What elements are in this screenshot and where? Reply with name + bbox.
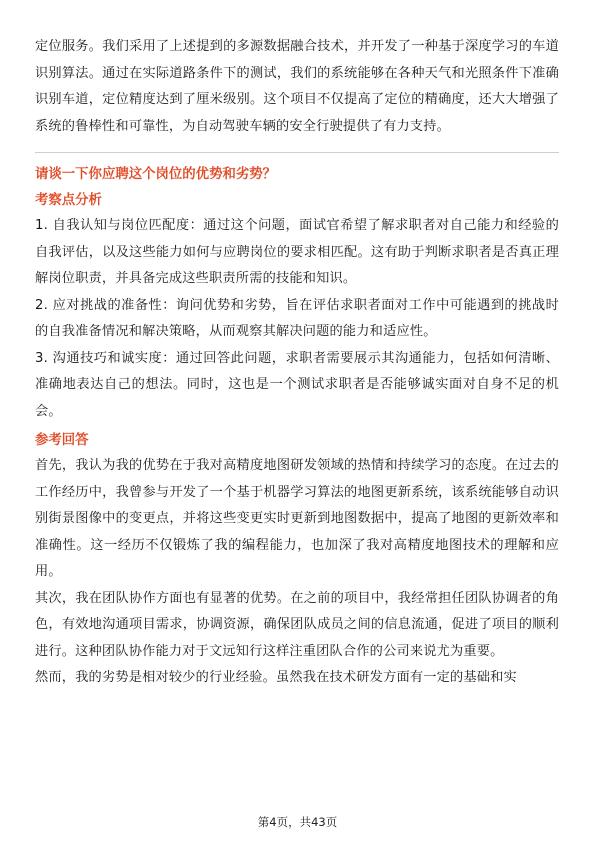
- answer-paragraph: 然而，我的劣势是相对较少的行业经验。虽然我在技术研发方面有一定的基础和实: [35, 670, 517, 685]
- answer-paragraph: 首先，我认为我的优势在于我对高精度地图研发领域的热情和持续学习的态度。在过去的工作经历中，我曾参与开发了一个基于机器学习算法的地图更新系统，该系统能够自动识别街景图像中的变更点，并将这些变更实时更新到地图数据中，提高了地图的更新效率和准确性。这一经历不仅锻炼了我的编程能力，也加深了我对高精度地图技术的理解和应用。: [35, 458, 559, 579]
- analysis-heading: 考察点分析: [35, 193, 102, 208]
- analysis-item: 2. 应对挑战的准备性：询问优势和劣势，旨在评估求职者面对工作中可能遇到的挑战时的自我准备情况和解决策略，从而观察其解决问题的能力和适应性。: [35, 297, 559, 339]
- answer-heading: 参考回答: [35, 433, 89, 448]
- page-number: 第4页，共43页: [257, 815, 338, 829]
- section-divider: [35, 152, 559, 153]
- analysis-item: 1. 自我认知与岗位匹配度：通过这个问题，面试官希望了解求职者对自己能力和经验的自我评估，以及这些能力如何与应聘岗位的要求相匹配。这有助于判断求职者是否真正理解岗位职责，并具备完成这些职责所需的技能和知识。: [35, 218, 559, 286]
- intro-paragraph: 定位服务。我们采用了上述提到的多源数据融合技术，并开发了一种基于深度学习的车道识别算法。通过在实际道路条件下的测试，我们的系统能够在各种天气和光照条件下准确识别车道，定位精度达到了厘米级别。这个项目不仅提高了定位的精确度，还大大增强了系统的鲁棒性和可靠性，为自动驾驶车辆的安全行驶提供了有力支持。: [35, 39, 559, 134]
- interview-question: 请谈一下你应聘这个岗位的优势和劣势？: [35, 167, 277, 182]
- page-content: [35, 34, 559, 692]
- analysis-item: 3. 沟通技巧和诚实度：通过回答此问题，求职者需要展示其沟通能力，包括如何清晰、准确地表达自己的想法。同时，这也是一个测试求职者是否能够诚实面对自身不足的机会。: [35, 350, 559, 419]
- answer-paragraph: 其次，我在团队协作方面也有显著的优势。在之前的项目中，我经常担任团队协调者的角色，有效地沟通项目需求，协调资源，确保团队成员之间的信息流通，促进了项目的顺利进行。这种团队协作能力对于文远知行这样注重团队合作的公司来说尤为重要。: [35, 590, 559, 659]
